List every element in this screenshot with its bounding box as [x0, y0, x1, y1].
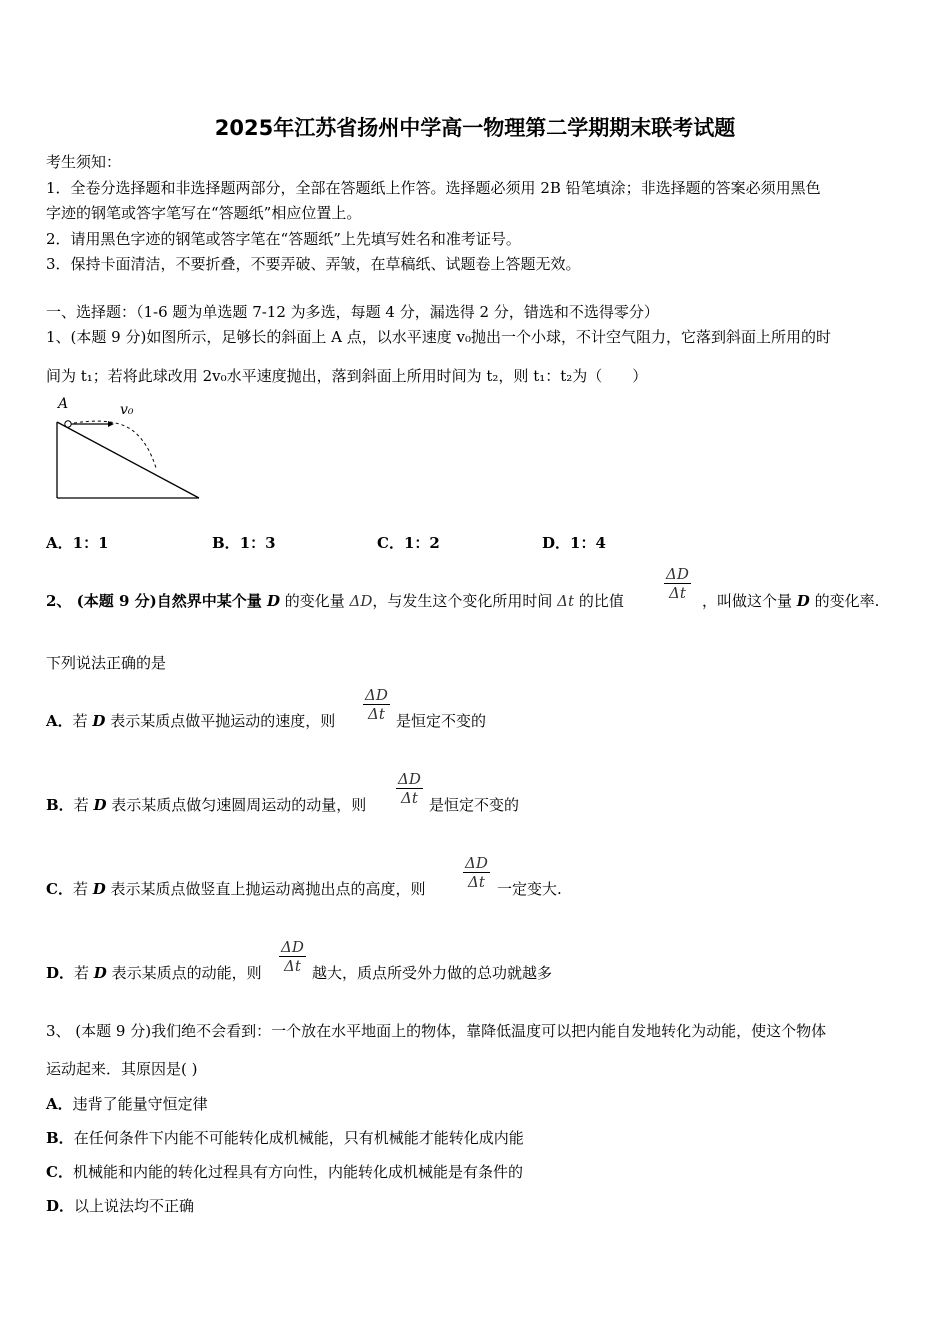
q2-option-b: [46, 795, 366, 815]
q2-delta-t: Δt: [557, 592, 575, 610]
fraction-denominator: Δt: [400, 789, 418, 807]
option-letter: A．: [46, 534, 73, 552]
q3-option-c: [46, 1162, 523, 1182]
q3-stem-line-2: 运动起来．其原因是( ): [46, 1060, 198, 1078]
trajectory-curve: [68, 421, 156, 468]
option-text: 1：4: [570, 534, 606, 552]
option-letter: D．: [46, 1197, 75, 1215]
option-text-mid: 表示某质点做匀速圆周运动的动量，则: [106, 796, 367, 814]
q2-option-d: [46, 963, 262, 983]
q2-option-b-post: 是恒定不变的: [429, 796, 520, 814]
section-heading: 一、选择题：（1-6 题为单选题 7-12 为多选，每题 4 分，漏选得 2 分，错选和不选得零分）: [46, 303, 659, 321]
option-text-mid: 表示某质点做平抛运动的速度，则: [105, 712, 336, 730]
q1-incline-figure: [50, 392, 210, 504]
fraction-denominator: Δt: [283, 957, 301, 975]
q2-stem-mid-4: ，叫做这个量: [702, 592, 797, 610]
q2-delta-d: ΔD: [349, 592, 373, 610]
option-text-pre: 若: [72, 712, 93, 730]
option-letter: B．: [212, 534, 240, 552]
q2-option-c-fraction: [463, 854, 490, 891]
option-letter: D．: [542, 534, 571, 552]
q2-option-c: [46, 879, 426, 899]
option-letter: C．: [377, 534, 404, 552]
option-var: D: [92, 712, 106, 730]
q1-option-a: [46, 533, 109, 553]
q2-option-d-fraction: [279, 938, 306, 975]
notice-heading: 考生须知：: [46, 153, 122, 171]
option-var: D: [93, 796, 107, 814]
q2-stem-mid-2: ，与发生这个变化所用时间: [372, 592, 558, 610]
q2-stem-mid-1: 的变化量: [279, 592, 350, 610]
fraction-numerator: ΔD: [365, 686, 388, 704]
notice-line-1a: 1．全卷分选择题和非选择题两部分，全部在答题纸上作答。选择题必须用 2B 铅笔填涂；非选择题的答案必须用黑色: [46, 179, 821, 197]
ball: [65, 421, 71, 427]
q1-stem-line-1: 1、(本题 9 分)如图所示，足够长的斜面上 A 点，以水平速度 v₀抛出一个小球，不计空气阻力，它落到斜面上所用的时: [46, 328, 831, 346]
option-text-pre: 若: [73, 796, 94, 814]
option-var: D: [92, 880, 106, 898]
option-letter: C．: [46, 880, 73, 898]
q3-option-d: [46, 1196, 194, 1216]
option-text: 违背了能量守恒定律: [72, 1095, 208, 1113]
option-text: 1：1: [72, 534, 109, 552]
q3-stem-line-1: 3、 (本题 9 分)我们绝不会看到：一个放在水平地面上的物体，靠降低温度可以把内能自发地转化为动能，使这个物体: [46, 1022, 827, 1040]
option-letter: C．: [46, 1163, 73, 1181]
option-text: 1：2: [403, 534, 440, 552]
q2-var-d-2: D: [796, 592, 810, 610]
option-letter: B．: [46, 1129, 74, 1147]
q2-var-d: D: [266, 592, 280, 610]
q2-lead: 下列说法正确的是: [46, 654, 167, 672]
q2-stem-part-2: [702, 591, 879, 611]
incline-slope: [57, 422, 199, 498]
q3-option-b: [46, 1128, 524, 1148]
point-label-a: A: [58, 396, 69, 412]
fraction-denominator: Δt: [367, 705, 385, 723]
fraction-numerator: ΔD: [666, 565, 689, 583]
velocity-label: v₀: [120, 402, 134, 418]
q1-option-d: [542, 533, 606, 553]
q2-stem-prefix: 2、 (本题 9 分)自然界中某个量: [46, 592, 267, 610]
q2-option-b-fraction: [396, 770, 423, 807]
fraction-numerator: ΔD: [465, 854, 488, 872]
q2-option-a-fraction: [363, 686, 390, 723]
notice-line-1b: 字迹的钢笔或答字笔写在“答题纸”相应位置上。: [46, 204, 362, 222]
option-text-mid: 表示某质点的动能，则: [106, 964, 262, 982]
option-text-pre: 若: [72, 880, 93, 898]
option-text: 机械能和内能的转化过程具有方向性，内能转化成机械能是有条件的: [72, 1163, 523, 1181]
option-letter: D．: [46, 964, 75, 982]
q2-stem-part-1: [46, 591, 624, 611]
q2-option-c-post: 一定变大.: [497, 880, 562, 898]
q2-option-d-post: 越大，质点所受外力做的总功就越多: [312, 964, 553, 982]
q2-stem-mid-3: 的比值: [574, 592, 624, 610]
fraction-numerator: ΔD: [281, 938, 304, 956]
option-letter: A．: [46, 712, 73, 730]
notice-line-3: 3．保持卡面清洁，不要折叠，不要弄破、弄皱，在草稿纸、试题卷上答题无效。: [46, 255, 581, 273]
option-letter: A．: [46, 1095, 73, 1113]
option-text: 以上说法均不正确: [74, 1197, 195, 1215]
option-var: D: [93, 964, 107, 982]
q2-option-a: [46, 711, 335, 731]
q1-option-b: [212, 533, 276, 553]
q1-option-c: [377, 533, 440, 553]
q2-stem-end: 的变化率.: [809, 592, 880, 610]
fraction-denominator: Δt: [668, 584, 686, 602]
option-text: 1：3: [239, 534, 276, 552]
notice-line-2: 2．请用黑色字迹的钢笔或答字笔在“答题纸”上先填写姓名和准考证号。: [46, 230, 521, 248]
option-text-mid: 表示某质点做竖直上抛运动离抛出点的高度，则: [105, 880, 426, 898]
fraction-numerator: ΔD: [398, 770, 421, 788]
option-letter: B．: [46, 796, 74, 814]
option-text: 在任何条件下内能不可能转化成机械能，只有机械能才能转化成内能: [73, 1129, 524, 1147]
q2-option-a-post: 是恒定不变的: [396, 712, 487, 730]
page-title: 2025年江苏省扬州中学高一物理第二学期期末联考试题: [214, 116, 736, 140]
fraction-denominator: Δt: [467, 873, 485, 891]
option-text-pre: 若: [74, 964, 94, 982]
q1-stem-line-2: 间为 t₁；若将此球改用 2v₀水平速度抛出，落到斜面上所用时间为 t₂，则 t₁：t₂为（ ）: [46, 367, 648, 385]
q3-option-a: [46, 1094, 208, 1114]
q2-stem-fraction: [664, 565, 691, 602]
